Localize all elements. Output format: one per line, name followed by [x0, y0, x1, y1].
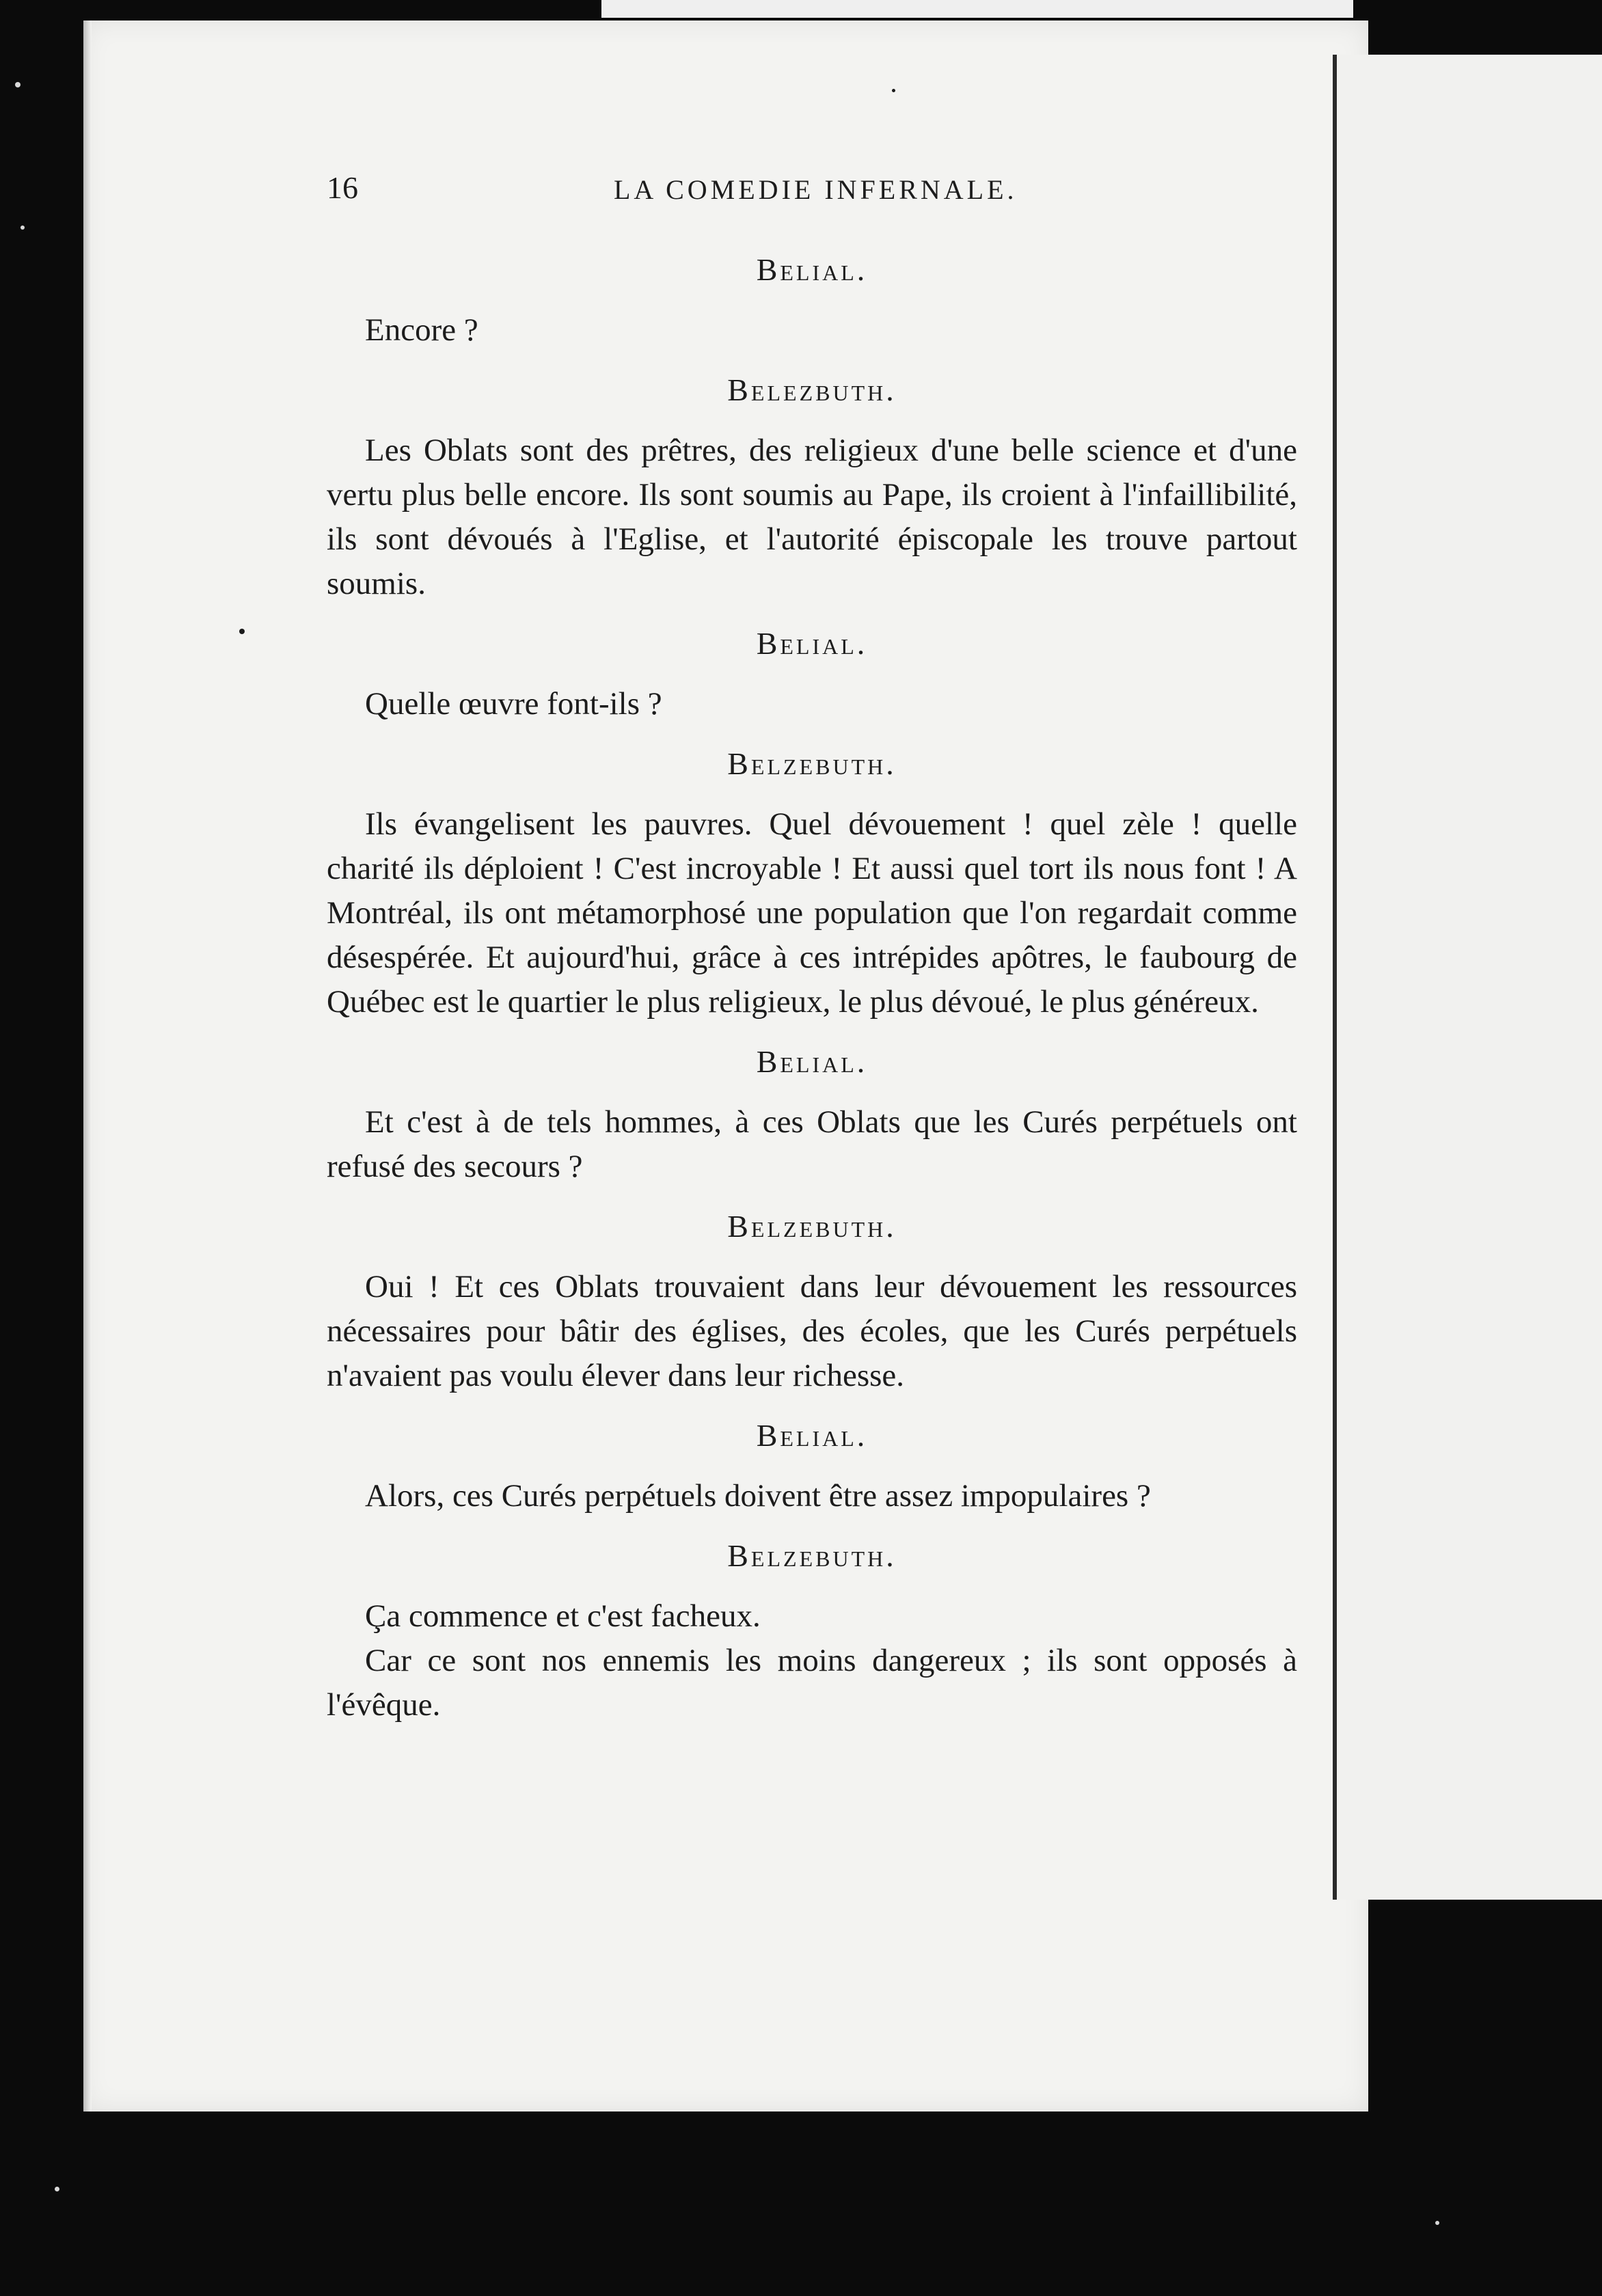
speech-paragraph: Les Oblats sont des prêtres, des religieux d'une belle science et d'une vertu plus belle encore. Ils sont soumis au Pape, ils croient à l'infaillibilité, ils sont dévoués à l'Eglise, et l'autorité épiscopale les trouve partout soumis.: [327, 433, 1297, 601]
speaker-name: Belzebuth.: [727, 746, 897, 781]
speaker-name: Belzebuth.: [727, 1538, 897, 1573]
speech-paragraph: Oui ! Et ces Oblats trouvaient dans leur dévouement les ressources nécessaires pour bâtir des églises, des écoles, que les Curés perpétuels n'avaient pas voulu élever dans leur richesse.: [327, 1269, 1297, 1393]
speech-paragraph: Car ce sont nos ennemis les moins dangereux ; ils sont opposés à l'évêque.: [327, 1643, 1297, 1723]
dialogue-body: [327, 232, 1297, 1733]
speaker-name: Belial.: [756, 626, 868, 661]
speech-paragraph: Ils évangelisent les pauvres. Quel dévouement ! quel zèle ! quelle charité ils déploient ! C'est incroyable ! Et aussi quel tort ils nous font ! A Montréal, ils ont métamorphosé une population que l'on regardait comme désespérée. Et aujourd'hui, grâce à ces intrépides apôtres, le faubourg de Québec est le quartier le plus religieux, le plus dévoué, le plus généreux.: [327, 806, 1297, 1020]
page-title: LA COMEDIE INFERNALE.: [614, 174, 1018, 205]
right-page: [1333, 55, 1602, 1900]
speaker-name: Belial.: [756, 1044, 868, 1079]
speaker-name: Belial.: [756, 1418, 868, 1453]
speaker-name: Belial.: [756, 252, 868, 287]
speaker-name: Belzebuth.: [727, 1209, 897, 1244]
scan-speck: [15, 82, 21, 87]
scan-speck: [55, 2187, 59, 2191]
speech-paragraph: Et c'est à de tels hommes, à ces Oblats que les Curés perpétuels ont refusé des secours ?: [327, 1104, 1297, 1184]
scan-speck: [239, 629, 245, 634]
speech-paragraph: Quelle œuvre font-ils ?: [365, 686, 662, 722]
page-number: 16: [327, 170, 358, 205]
scan-speck: [21, 226, 25, 230]
top-edge-strip: [601, 0, 1353, 18]
scan-speck: [1435, 2221, 1439, 2225]
speech-paragraph: Ça commence et c'est facheux.: [365, 1598, 761, 1634]
scan-speck: [892, 89, 895, 92]
running-head: [327, 169, 1297, 210]
speaker-name: Belezbuth.: [727, 372, 897, 407]
speech-paragraph: Alors, ces Curés perpétuels doivent être assez impopulaires ?: [365, 1478, 1151, 1514]
speech-paragraph: Encore ?: [365, 312, 478, 348]
